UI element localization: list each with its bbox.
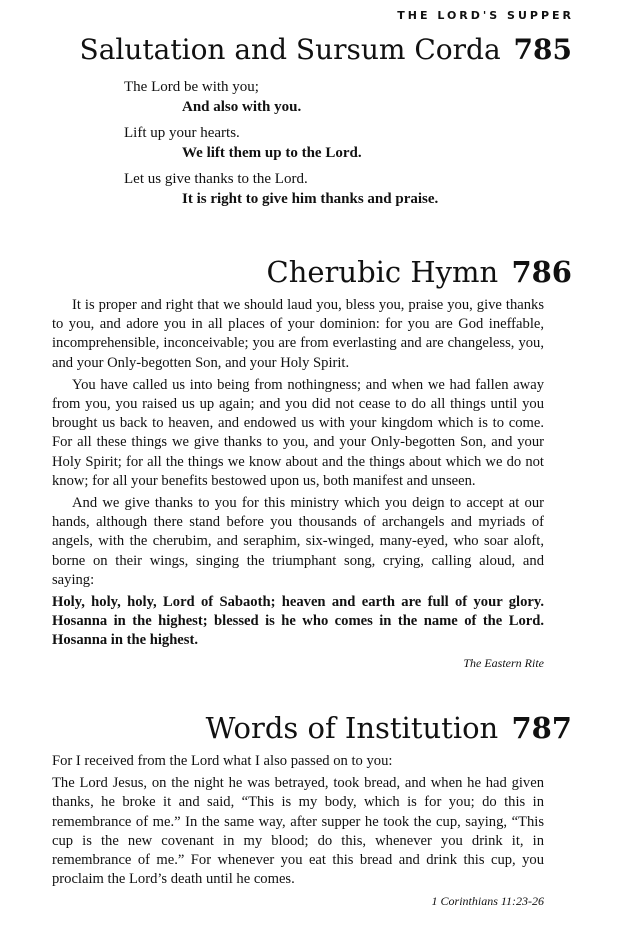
- institution-title-text: Words of Institution: [205, 711, 499, 745]
- cherubic-paragraph: It is proper and right that we should laud you, bless you, praise you, give thanks to you, and adore you in all places of your dominion: for you are God ineffable, incomprehensible, inconceivable; you are from everlasting and are changeless, you, and your Only-begotten Son, and your Holy Spirit.: [52, 297, 544, 371]
- dialog-pair: [124, 77, 438, 117]
- cherubic-attribution: The Eastern Rite: [463, 655, 544, 670]
- response-line: It is right to give him thanks and praise.: [182, 191, 439, 207]
- cherubic-number: 786: [511, 255, 572, 289]
- cherubic-paragraph: You have called us into being from nothingness; and when we had fallen away from you, you raised us up again; and you did not cease to do all things until you brought us back to heaven, and endowed us with your kingdom which is to come. For all these things we give thanks to you, and your Only-begotten Son, and your Holy Spirit; for all the things we know about and the things about which we do not know; for all your benefits bestowed upon us, both manifest and unseen.: [52, 376, 544, 489]
- institution-text: The Lord Jesus, on the night he was betrayed, took bread, and when he had given thanks, he broke it and said, “This is my body, which is for you; do this in remembrance of me.” In the same way, after supper he took the cup, saying, “This cup is the new covenant in my blood; do this, whenever you drink it, in remembrance of me.” For whenever you eat this bread and drink this cup, you proclaim the Lord’s death until he comes.: [52, 775, 544, 888]
- salutation-title: [79, 33, 572, 66]
- dialog-pair: [124, 123, 438, 163]
- salutation-dialog: [124, 77, 438, 215]
- cherubic-acclamation: Holy, holy, holy, Lord of Sabaoth; heaven and earth are full of your glory. Hosanna in the highest; blessed is he who comes in the name of the Lord. Hosanna in the highest.: [52, 594, 544, 649]
- running-head: THE LORD'S SUPPER: [397, 9, 574, 22]
- leader-line: The Lord be with you;: [124, 79, 259, 95]
- institution-intro: For I received from the Lord what I also passed on to you:: [52, 753, 393, 769]
- salutation-title-text: Salutation and Sursum Corda: [79, 33, 501, 66]
- cherubic-title-text: Cherubic Hymn: [266, 255, 499, 289]
- dialog-pair: [124, 169, 438, 209]
- response-line: And also with you.: [182, 99, 302, 115]
- institution-body: [52, 752, 544, 912]
- response-line: We lift them up to the Lord.: [182, 145, 362, 161]
- cherubic-paragraph: And we give thanks to you for this ministry which you deign to accept at our hands, although there stand before you thousands of archangels and myriads of angels, with the cherubim, and seraphim, six-winged, many-eyed, who soar aloft, borne on their wings, singing the triumphant song, crying, calling aloud, and saying:: [52, 495, 544, 588]
- leader-line: Lift up your hearts.: [124, 125, 240, 141]
- institution-attribution: 1 Corinthians 11:23-26: [431, 894, 544, 909]
- institution-number: 787: [511, 711, 572, 745]
- cherubic-title: [266, 255, 572, 289]
- institution-title: [205, 711, 572, 745]
- cherubic-body: [52, 296, 544, 673]
- leader-line: Let us give thanks to the Lord.: [124, 171, 308, 187]
- salutation-number: 785: [513, 33, 572, 66]
